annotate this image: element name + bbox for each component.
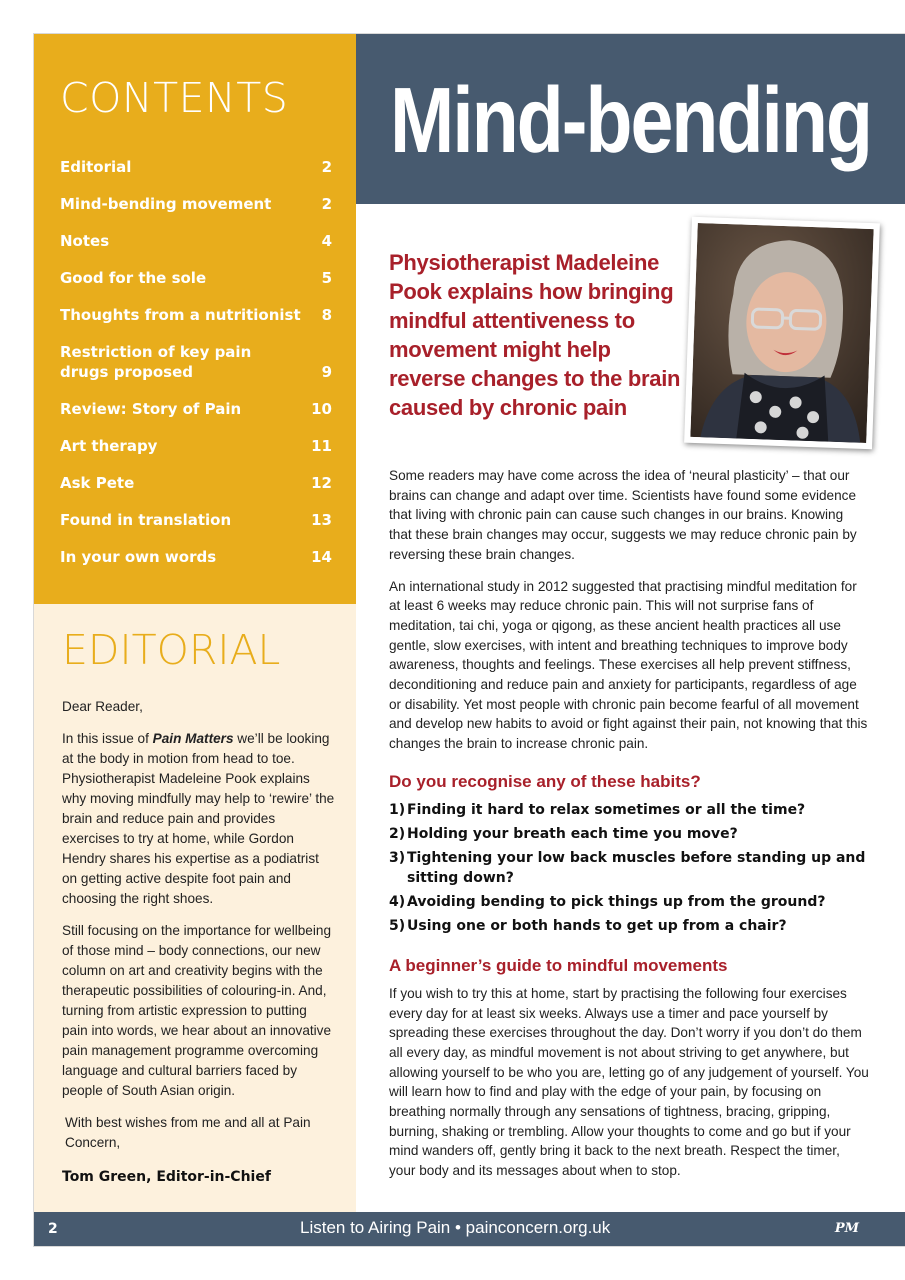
toc-page-number: 13 — [311, 511, 332, 529]
habit-text: Holding your breath each time you move? — [407, 825, 738, 842]
footer-tagline: Listen to Airing Pain • painconcern.org.uk — [300, 1218, 611, 1237]
habit-number: 5) — [389, 917, 406, 934]
toc-label: Thoughts from a nutritionist — [60, 306, 301, 324]
toc-label: Review: Story of Pain — [60, 400, 242, 418]
toc-label: Notes — [60, 232, 110, 250]
editorial-title: EDITORIAL — [62, 626, 281, 674]
toc-item[interactable] — [60, 510, 332, 530]
contents-panel — [34, 34, 356, 604]
article-header-band — [356, 34, 905, 204]
editorial-paragraph-3: With best wishes from me and all at Pain Concern, — [65, 1115, 311, 1150]
toc-page-number: 11 — [311, 437, 332, 455]
toc-item[interactable] — [60, 342, 332, 382]
habit-text: Tightening your low back muscles before standing up and sitting down? — [407, 849, 866, 886]
habit-item — [389, 916, 869, 936]
toc-page-number: 9 — [321, 363, 332, 381]
table-of-contents — [60, 157, 332, 567]
beginners-guide-subhead: A beginner’s guide to mindful movements — [389, 955, 728, 975]
toc-item[interactable] — [60, 268, 332, 288]
habit-text: Avoiding bending to pick things up from the ground? — [407, 893, 826, 910]
toc-item[interactable] — [60, 194, 332, 214]
toc-item[interactable] — [60, 399, 332, 419]
habit-text: Finding it hard to relax sometimes or all the time? — [407, 801, 806, 818]
habits-list — [389, 800, 869, 936]
article-headline: Mind-bending — [390, 68, 871, 172]
habit-number: 3) — [389, 849, 406, 866]
toc-page-number: 10 — [311, 400, 332, 418]
toc-label: Found in translation — [60, 511, 232, 529]
article-paragraph-2: An international study in 2012 suggested that practising mindful meditation for at least 6 weeks may reduce chronic pain. This will not surprise fans of meditation, tai chi, yoga or qigong, as these ancient health practices all use gentle, slow exercises, with intent and breathing techniques to improve body awareness, thoughts and feelings. These exercises all help prevent stiffness, deconditioning and reduce pain and anxiety for participants, regardless of age or disability. Yet most people with chronic pain become fearful of all movement and develop new habits to avoid or fight against their pain, not knowing that this changes the brain to increase chronic pain. — [389, 578, 868, 752]
portrait-photo-image — [690, 223, 873, 443]
toc-label: Ask Pete — [60, 474, 135, 492]
editorial-paragraph-1 — [62, 729, 336, 909]
editorial-signature: Tom Green, Editor-in-Chief — [62, 1169, 271, 1185]
pm-logo: PM — [834, 1221, 859, 1236]
toc-page-number: 8 — [321, 306, 332, 324]
toc-item[interactable] — [60, 305, 332, 325]
article-paragraph-3: If you wish to try this at home, start by practising the following four exercises every day for at least six weeks. Always use a timer and pace yourself by spreading these exercises throughout the day. Don’t worry if you don’t do them all every day, as mindful movement is not about striving to get anywhere, but allowing yourself to be who you are, letting go of any judgement of yourself. You will learn how to find and play with the edge of your pain, by focusing on breathing normally through any sensations of tightness, bracing, gripping, burning, shaking or trembling. Allow your thoughts to come and go but if your mind wanders off, gently bring it back to the next breath. Respect the timer, your body and its messages about when to stop. — [389, 985, 869, 1179]
article-paragraph-1: Some readers may have come across the idea of ‘neural plasticity’ – that our brains can change and adapt over time. Scientists have found some evidence that living with chronic pain can cause such changes in our brains. Knowing that these brain changes may occur, suggests we may reduce chronic pain by reversing these brain changes. — [389, 468, 857, 562]
habit-number: 2) — [389, 825, 406, 842]
toc-label: Editorial — [60, 158, 132, 176]
editorial-paragraph-2: Still focusing on the importance for wellbeing of those mind – body connections, our new column on art and creativity begins with the therapeutic possibilities of colouring-in. And, turning from artistic expression to putting pain into words, we hear about an innovative pain management programme overcoming language and cultural barriers faced by people of South Asian origin. — [62, 923, 332, 1098]
editorial-body — [62, 697, 336, 1185]
toc-label: Art therapy — [60, 437, 158, 455]
article-body — [389, 466, 869, 1193]
portrait-photo — [684, 217, 880, 449]
editorial-p1-after: we’ll be looking at the body in motion from head to toe. Physiotherapist Madeleine Pook explains why moving mindfully may help to ‘rewire’ the brain and reduce pain and provides exercises to try at home, while Gordon Hendry shares his expertise as a podiatrist on getting active despite foot pain and choosing the right shoes. — [62, 731, 335, 906]
page-number: 2 — [48, 1221, 58, 1237]
toc-item[interactable] — [60, 473, 332, 493]
toc-page-number: 5 — [321, 269, 332, 287]
editorial-p1-before: In this issue of — [62, 731, 153, 746]
toc-page-number: 12 — [311, 474, 332, 492]
toc-item[interactable] — [60, 547, 332, 567]
toc-item[interactable] — [60, 436, 332, 456]
editorial-greeting: Dear Reader, — [62, 699, 143, 714]
toc-page-number: 2 — [321, 158, 332, 176]
toc-page-number: 14 — [311, 548, 332, 566]
habit-number: 4) — [389, 893, 406, 910]
toc-item[interactable] — [60, 157, 332, 177]
contents-title: CONTENTS — [60, 74, 289, 122]
article-standfirst: Physiotherapist Madeleine Pook explains how bringing mindful attentiveness to movement might help reverse changes to the brain caused by chronic pain — [389, 250, 681, 420]
page-footer — [34, 1212, 905, 1246]
magazine-name: Pain Matters — [152, 731, 234, 746]
habit-item — [389, 848, 869, 888]
toc-label: Restriction of key pain drugs proposed — [60, 343, 252, 381]
habit-item — [389, 800, 869, 820]
toc-page-number: 2 — [321, 195, 332, 213]
editorial-panel — [34, 604, 356, 1212]
habit-number: 1) — [389, 801, 406, 818]
habits-subhead: Do you recognise any of these habits? — [389, 771, 701, 791]
toc-item[interactable] — [60, 231, 332, 251]
toc-label: Good for the sole — [60, 269, 207, 287]
toc-label: In your own words — [60, 548, 217, 566]
habit-item — [389, 824, 869, 844]
toc-page-number: 4 — [321, 232, 332, 250]
habit-text: Using one or both hands to get up from a chair? — [407, 917, 787, 934]
toc-label: Mind-bending movement — [60, 195, 272, 213]
habit-item — [389, 892, 869, 912]
